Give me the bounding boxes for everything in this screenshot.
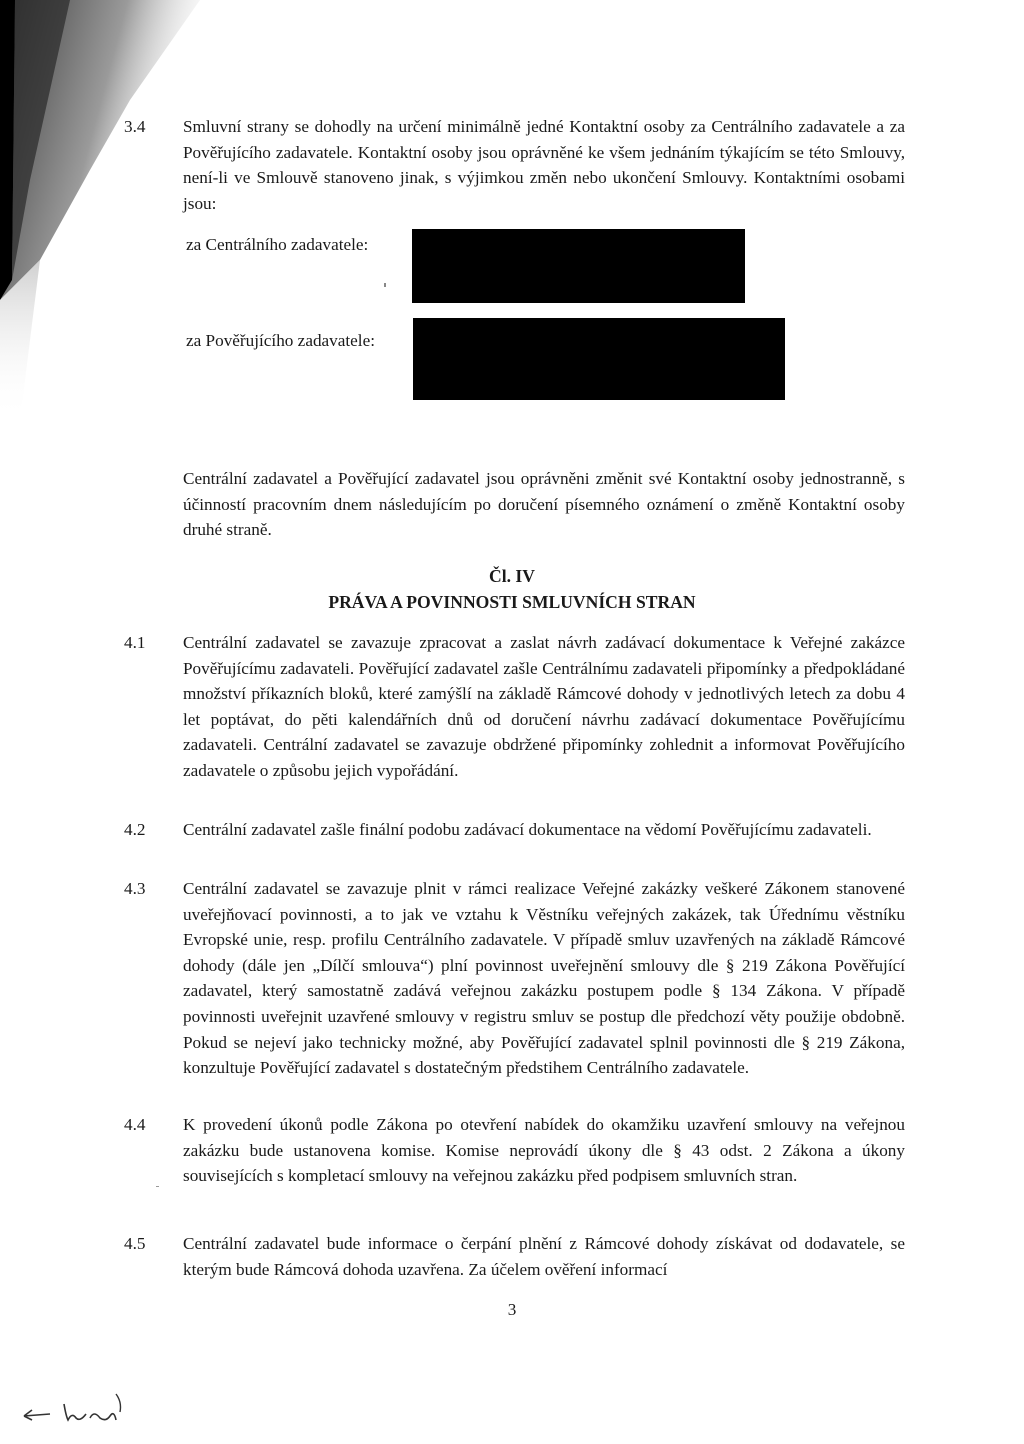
clause-number: 4.4 [124, 1115, 146, 1134]
scan-speck [384, 283, 386, 287]
clause-number: 4.1 [124, 633, 146, 652]
article-title: PRÁVA A POVINNOSTI SMLUVNÍCH STRAN [328, 592, 696, 612]
page-number: 3 [507, 1300, 517, 1319]
redacted-block-delegating [413, 318, 785, 400]
article-number: Čl. IV [489, 566, 535, 586]
clause-number: 4.3 [124, 879, 146, 898]
clause-text: Centrální zadavatel se zavazuje plnit v rámci realizace Veřejné zakázky veškeré Zákonem stanovené uveřejňovací povinnosti, a to jak ve vztahu k Věstníku veřejných zakázek, tak Úřednímu věstníku Evropské unie, resp. profilu Centrálního zadavatele. V případě smluv uzavřených na základě Rámcové dohody (dále jen „Dílčí smlouva“) plní povinnost uveřejnění smlouvy dle § 219 Zákona Pověřující zadavatel, který samostatně zadává veřejnou zakázku postupem podle § 134 Zákona. V případě povinnosti uveřejnit uzavřené smlouvy v registru smluv se postup dle předchozí věty použije obdobně. Pokud se nejeví jako technicky možné, aby Pověřující zadavatel splnil povinnosti dle § 219 Zákona, konzultuje Pověřující zadavatel s dostatečným předstihem Centrálního zadavatele. [183, 879, 905, 1078]
clause-text: Centrální zadavatel bude informace o čerpání plnění z Rámcové dohody získávat od dodavatele, se kterým bude Rámcová dohoda uzavřena. Za účelem ověření informací [183, 1234, 905, 1279]
contact-central-label: za Centrálního zadavatele: [186, 235, 369, 254]
clause-number: 4.5 [124, 1234, 146, 1253]
scan-speck [156, 1186, 159, 1187]
clause-number: 4.2 [124, 820, 146, 839]
clause-number: 3.4 [124, 117, 146, 136]
scan-shadow [0, 0, 200, 420]
clause-text: Centrální zadavatel se zavazuje zpracovat a zaslat návrh zadávací dokumentace k Veřejné zakázce Pověřujícímu zadavateli. Pověřující zadavatel zašle Centrálnímu zadavateli připomínky a předpokládané množství příkazních bloků, které zamýšlí na základě Rámcové dohody v jednotlivých letech za dobu 4 let poptávat, do pěti kalendářních dnů od doručení návrhu zadávací dokumentace Pověřujícímu zadavateli. Centrální zadavatel se zavazuje obdržené připomínky zohlednit a informovat Pověřujícího zadavatele o způsobu jejich vypořádání. [183, 633, 905, 780]
handwritten-initials [20, 1390, 130, 1435]
clause-text: K provedení úkonů podle Zákona po otevření nabídek do okamžiku uzavření smlouvy na veřejnou zakázku bude ustanovena komise. Komise neprovádí úkony dle § 43 odst. 2 Zákona a úkony souvisejících s kompletací smlouvy na veřejnou zakázku před podpisem smluvních stran. [183, 1115, 905, 1186]
clause-text: Smluvní strany se dohodly na určení minimálně jedné Kontaktní osoby za Centrálního zadavatele a za Pověřujícího zadavatele. Kontaktní osoby jsou oprávněné ke všem jednáním týkajícím se této Smlouvy, není-li ve Smlouvě stanoveno jinak, s výjimkou změn nebo ukončení Smlouvy. Kontaktními osobami jsou: [183, 117, 905, 213]
clause-text: Centrální zadavatel a Pověřující zadavatel jsou oprávněni změnit své Kontaktní osoby jednostranně, s účinností pracovním dnem následujícím po doručení písemného oznámení o změně Kontaktní osoby druhé straně. [183, 469, 905, 540]
redacted-block-central [412, 229, 745, 303]
contact-delegating-label: za Pověřujícího zadavatele: [186, 331, 375, 350]
clause-text: Centrální zadavatel zašle finální podobu zadávací dokumentace na vědomí Pověřujícímu zadavateli. [183, 820, 872, 839]
